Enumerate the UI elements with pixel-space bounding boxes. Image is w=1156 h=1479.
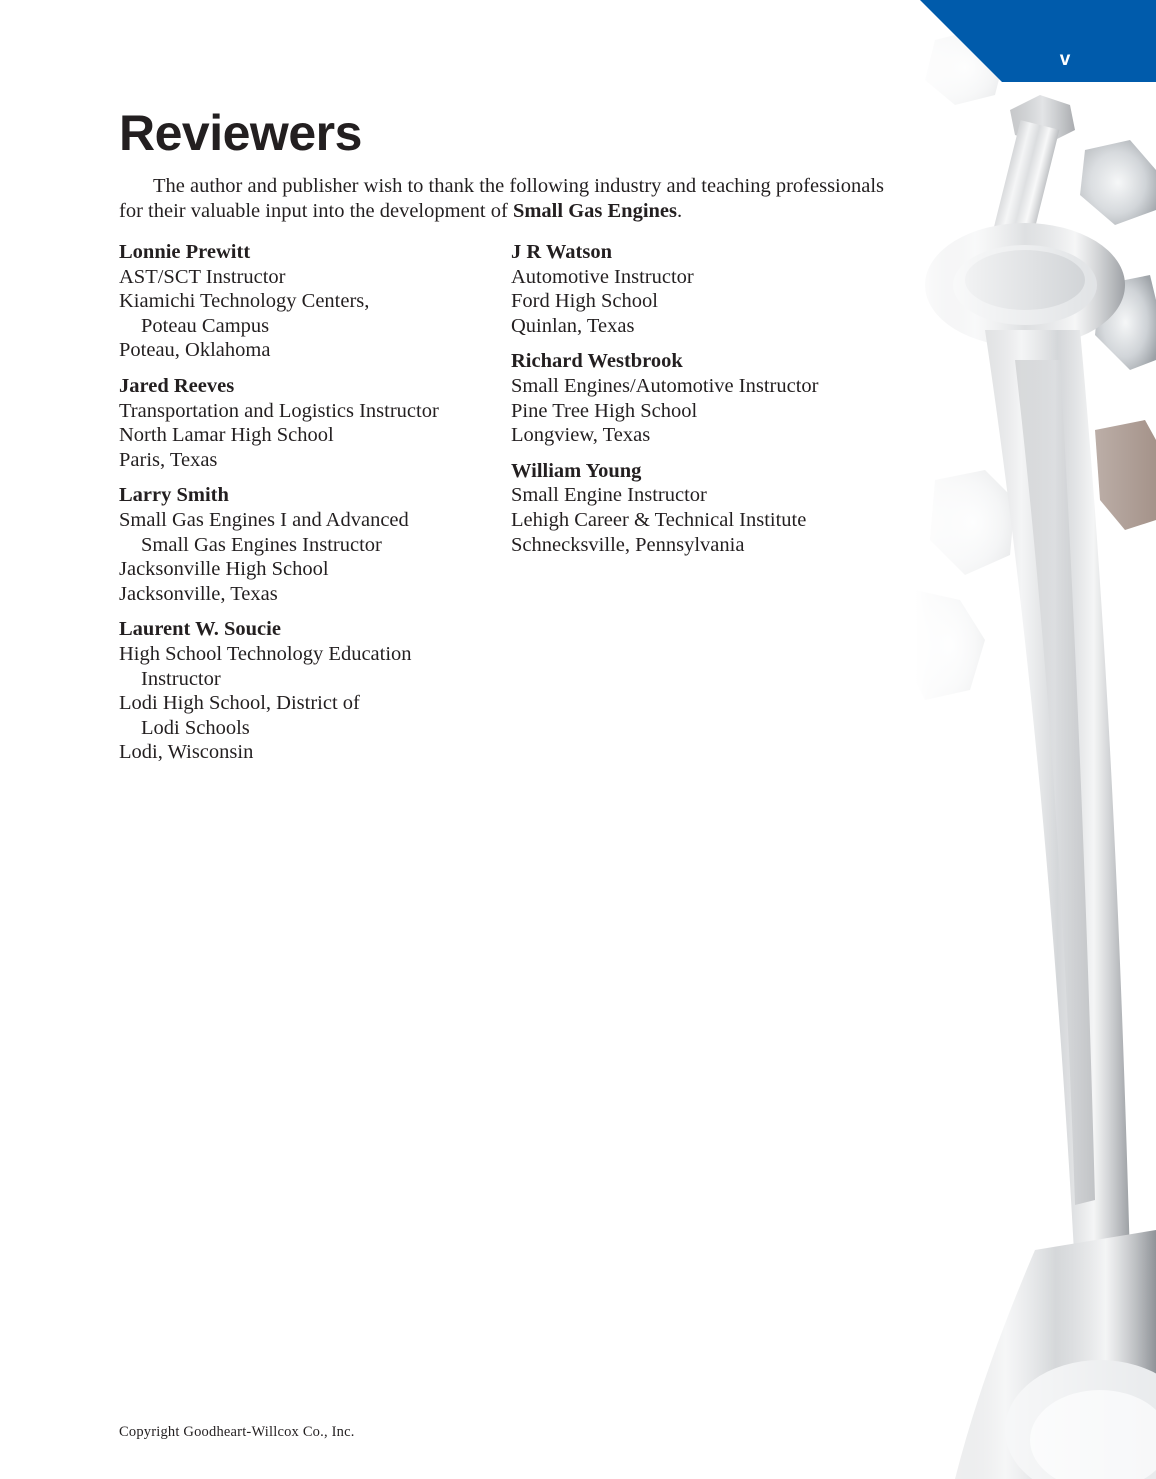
reviewer-detail: Paris, Texas bbox=[119, 448, 218, 471]
reviewer-detail: Poteau, Oklahoma bbox=[119, 339, 271, 362]
reviewer-detail: AST/SCT Instructor bbox=[119, 265, 286, 288]
intro-text: The author and publisher wish to thank the following industry and teaching professionals for their valuable input into the development of bbox=[119, 175, 885, 222]
page-number: v bbox=[1059, 49, 1071, 70]
reviewer-detail: Schnecksville, Pennsylvania bbox=[511, 533, 745, 556]
reviewer-name: Larry Smith bbox=[119, 484, 229, 507]
reviewer-detail: Kiamichi Technology Centers, bbox=[119, 290, 370, 313]
page-title: Reviewers bbox=[119, 105, 362, 161]
intro-paragraph bbox=[119, 174, 909, 223]
reviewer-detail: Lehigh Career & Technical Institute bbox=[511, 508, 807, 531]
reviewer-detail: Lodi Schools bbox=[141, 716, 250, 739]
reviewer-detail: North Lamar High School bbox=[119, 424, 334, 447]
book-title: Small Gas Engines bbox=[512, 199, 677, 222]
reviewer-detail: Pine Tree High School bbox=[511, 399, 698, 422]
reviewer-entry bbox=[119, 240, 499, 363]
reviewer-detail: Jacksonville, Texas bbox=[119, 582, 278, 605]
reviewer-detail: High School Technology Education bbox=[119, 642, 412, 665]
reviewer-name: J R Watson bbox=[511, 241, 613, 263]
wrench-and-nuts-illustration bbox=[915, 0, 1156, 1479]
reviewer-detail: Small Engine Instructor bbox=[511, 484, 707, 507]
reviewer-detail: Longview, Texas bbox=[511, 424, 651, 447]
reviewer-detail: Small Gas Engines Instructor bbox=[141, 533, 382, 556]
reviewer-detail: Instructor bbox=[141, 667, 221, 690]
reviewer-detail: Jacksonville High School bbox=[119, 558, 329, 581]
copyright-footer: Copyright Goodheart-Willcox Co., Inc. bbox=[119, 1424, 355, 1440]
reviewer-entry bbox=[511, 349, 911, 447]
reviewer-name: Laurent W. Soucie bbox=[119, 618, 281, 641]
reviewer-name: Lonnie Prewitt bbox=[119, 241, 251, 263]
reviewer-entry bbox=[119, 617, 499, 765]
reviewer-entry bbox=[119, 483, 499, 606]
reviewers-right-column bbox=[511, 240, 911, 568]
reviewer-name: Jared Reeves bbox=[119, 374, 235, 397]
reviewer-entry bbox=[511, 240, 911, 338]
page-tab bbox=[920, 0, 1156, 82]
reviewer-detail: Small Gas Engines I and Advanced bbox=[119, 508, 409, 531]
reviewer-name: Richard Westbrook bbox=[511, 350, 683, 373]
reviewer-detail: Lodi High School, District of bbox=[119, 692, 360, 715]
reviewer-detail: Poteau Campus bbox=[141, 314, 270, 337]
reviewers-left-column bbox=[119, 240, 499, 776]
intro-end: . bbox=[677, 199, 683, 222]
reviewer-name: William Young bbox=[511, 459, 642, 482]
reviewer-detail: Small Engines/Automotive Instructor bbox=[511, 374, 819, 397]
reviewer-entry bbox=[119, 374, 499, 472]
reviewer-detail: Lodi, Wisconsin bbox=[119, 741, 254, 764]
reviewer-entry bbox=[511, 459, 911, 557]
reviewer-detail: Quinlan, Texas bbox=[511, 314, 635, 337]
reviewer-detail: Automotive Instructor bbox=[511, 265, 694, 288]
reviewer-detail: Ford High School bbox=[511, 290, 658, 313]
reviewer-detail: Transportation and Logistics Instructor bbox=[119, 399, 439, 422]
